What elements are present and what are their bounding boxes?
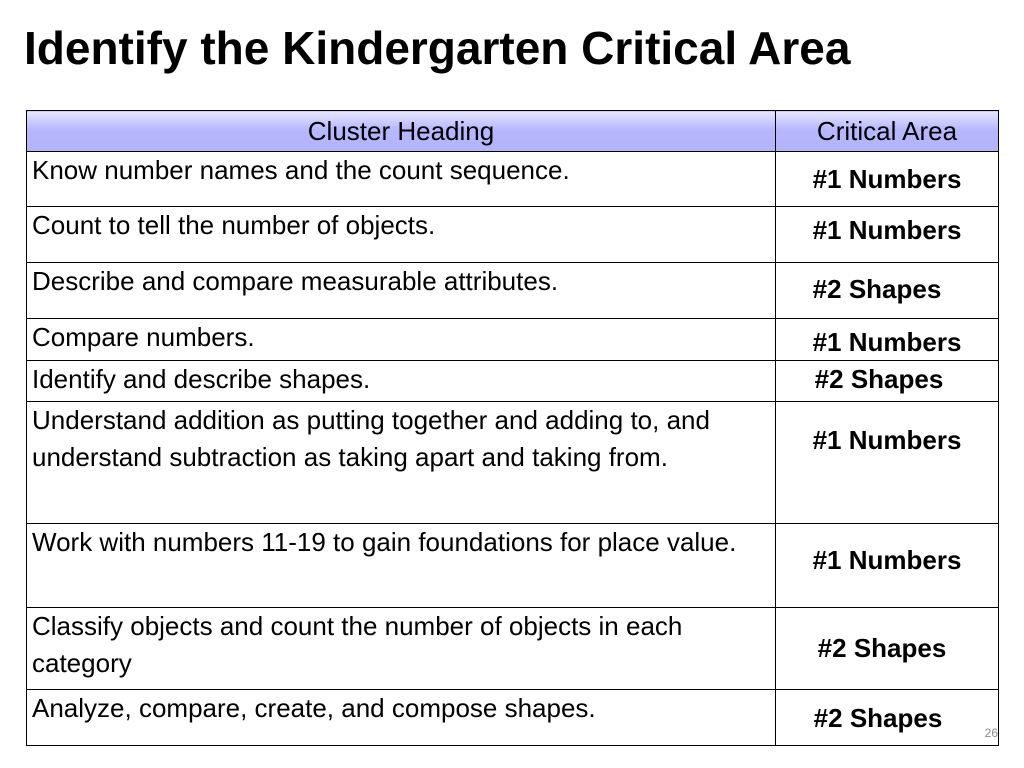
critical-area-cell: [776, 263, 999, 319]
critical-area-value: #2 Shapes: [812, 274, 942, 304]
slide-number: 26: [984, 726, 998, 740]
critical-area-cell: [776, 608, 999, 690]
critical-area-value: #2 Shapes: [814, 364, 944, 394]
table-row: [27, 524, 999, 608]
cluster-cell: Identify and describe shapes.: [27, 361, 776, 402]
critical-area-value: #2 Shapes: [817, 633, 947, 663]
critical-area-table: [26, 110, 999, 746]
critical-area-cell: [776, 361, 999, 402]
table-row: [27, 402, 999, 524]
table-header-row: [27, 111, 999, 152]
critical-area-value: #1 Numbers: [812, 425, 962, 455]
cluster-cell: Classify objects and count the number of objects in each category: [27, 608, 776, 690]
critical-area-cell: [776, 319, 999, 361]
critical-area-cell: [776, 207, 999, 263]
critical-area-value: #1 Numbers: [812, 164, 962, 194]
table-row: [27, 263, 999, 319]
critical-area-cell: [776, 690, 999, 746]
table-row: [27, 207, 999, 263]
cluster-cell: Understand addition as putting together and adding to, and understand subtraction as taking apart and taking from.: [27, 402, 776, 524]
cluster-cell: Know number names and the count sequence.: [27, 152, 776, 207]
critical-area-cell: [776, 152, 999, 207]
critical-area-cell: [776, 524, 999, 608]
cluster-cell: Describe and compare measurable attributes.: [27, 263, 776, 319]
table-row: [27, 361, 999, 402]
critical-area-value: #2 Shapes: [813, 703, 943, 733]
table-row: [27, 319, 999, 361]
critical-area-cell: [776, 402, 999, 524]
critical-area-value: #1 Numbers: [812, 545, 962, 575]
table-row: [27, 608, 999, 690]
column-header-cluster: Cluster Heading: [27, 111, 776, 152]
cluster-cell: Compare numbers.: [27, 319, 776, 361]
page-title: Identify the Kindergarten Critical Area: [24, 22, 851, 74]
table-row: [27, 152, 999, 207]
critical-area-value: #1 Numbers: [812, 327, 962, 357]
column-header-critical-area: Critical Area: [776, 111, 999, 152]
critical-area-value: #1 Numbers: [812, 215, 962, 245]
table-row: [27, 690, 999, 746]
cluster-cell: Analyze, compare, create, and compose shapes.: [27, 690, 776, 746]
cluster-cell: Work with numbers 11-19 to gain foundations for place value.: [27, 524, 776, 608]
cluster-cell: Count to tell the number of objects.: [27, 207, 776, 263]
